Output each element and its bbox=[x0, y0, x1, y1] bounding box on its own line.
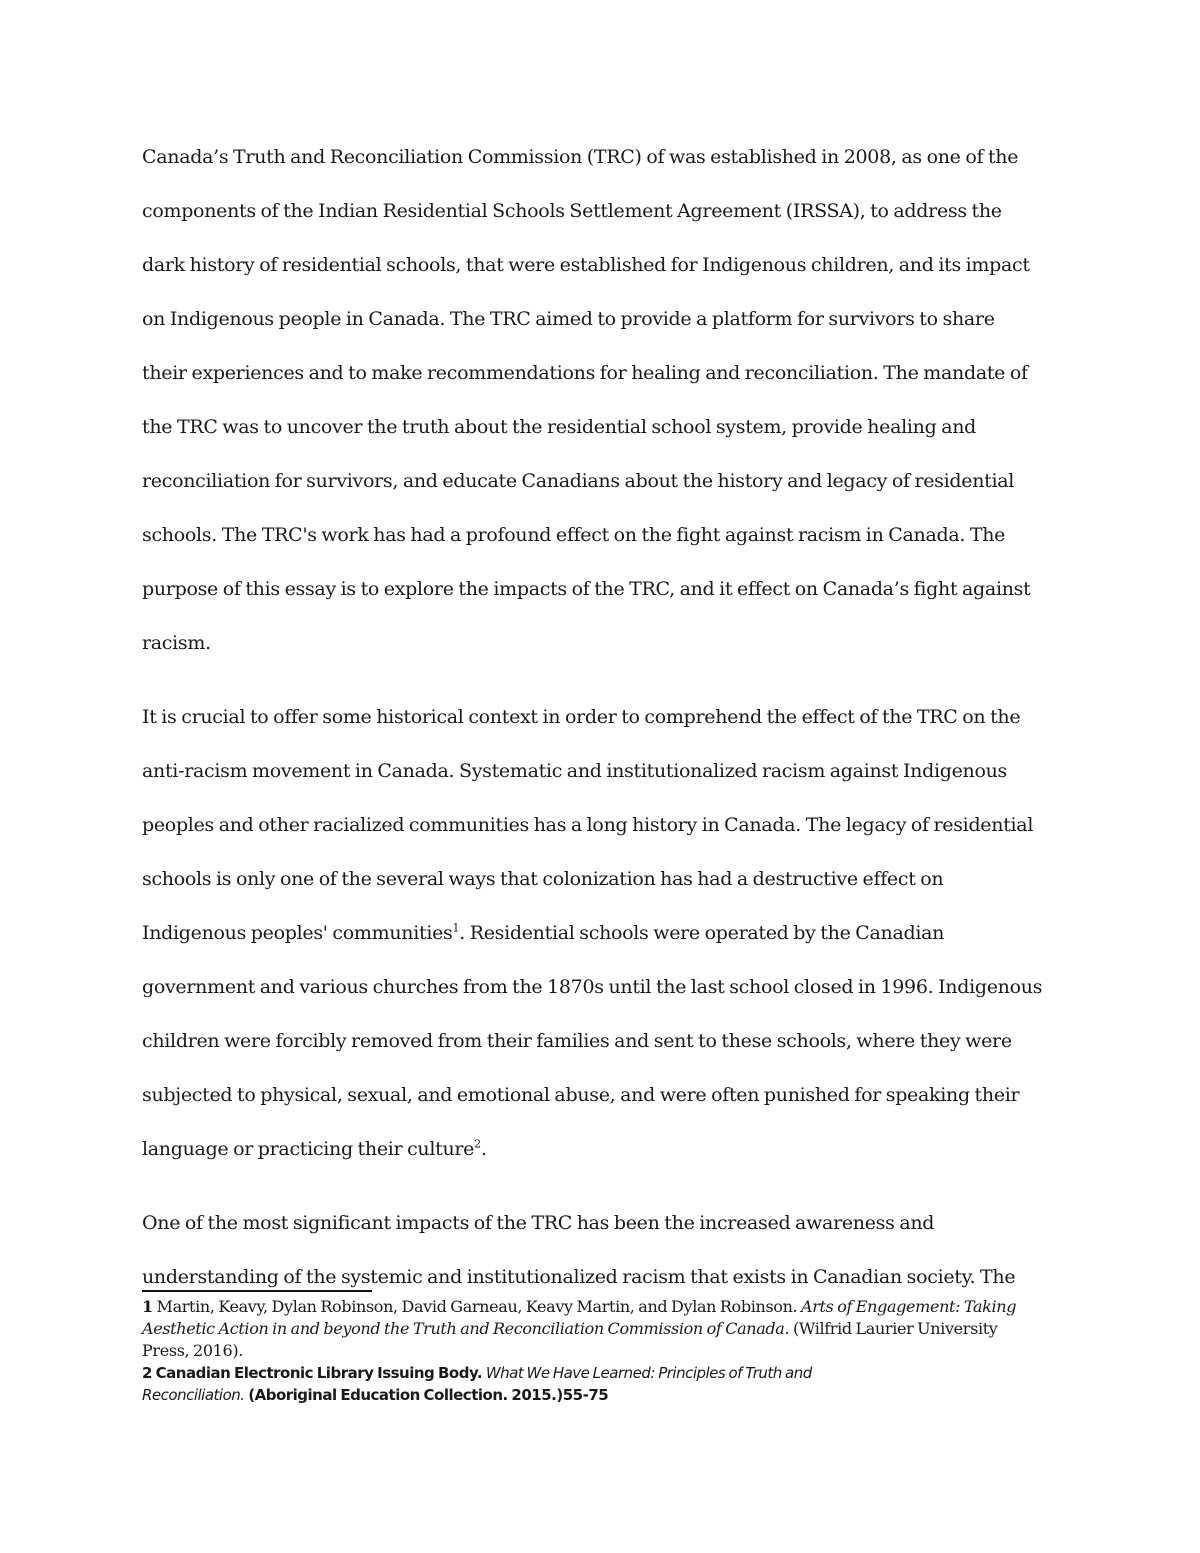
text-segment: . bbox=[480, 1138, 487, 1160]
text-line: government and various churches from the 1870s until the last school closed in 1996. Indigenous bbox=[142, 976, 1043, 998]
text-line: schools is only one of the several ways that colonization has had a destructive effect on bbox=[142, 868, 944, 890]
footnote-line: Press, 2016). bbox=[142, 1341, 243, 1360]
essay-body bbox=[142, 130, 1072, 1304]
footnote-title: What We Have Learned: Principles of Truth and bbox=[485, 1364, 812, 1382]
footnote-title: Reconciliation. bbox=[142, 1386, 245, 1404]
text-segment: . Residential schools were operated by the Canadian bbox=[459, 922, 945, 944]
footnote-line bbox=[142, 1362, 1072, 1384]
text-line: schools. The TRC's work has had a profound effect on the fight against racism in Canada. The bbox=[142, 524, 1006, 546]
footnote-ref-2[interactable]: 2 bbox=[474, 1137, 481, 1151]
text-line: Canada’s Truth and Reconciliation Commission (TRC) of was established in 2008, as one of the bbox=[142, 146, 1019, 168]
text-line bbox=[142, 1122, 1072, 1176]
text-line: children were forcibly removed from their families and sent to these schools, where they were bbox=[142, 1030, 1012, 1052]
paragraph-historical-context bbox=[142, 690, 1072, 1176]
footnote-number: 1 bbox=[142, 1297, 153, 1316]
paragraph-intro bbox=[142, 130, 1072, 670]
text-line: on Indigenous people in Canada. The TRC aimed to provide a platform for survivors to share bbox=[142, 308, 995, 330]
text-segment: language or practicing their culture bbox=[142, 1138, 475, 1160]
text-line bbox=[142, 906, 1072, 960]
footnote-number: 2 bbox=[142, 1364, 152, 1382]
text-line: dark history of residential schools, that were established for Indigenous children, and its impact bbox=[142, 254, 1030, 276]
text-line: understanding of the systemic and institutionalized racism that exists in Canadian society. The bbox=[142, 1266, 1016, 1288]
footnote-ref-1[interactable]: 1 bbox=[452, 921, 460, 935]
footnote-line bbox=[142, 1384, 1072, 1406]
text-line: subjected to physical, sexual, and emotional abuse, and were often punished for speaking their bbox=[142, 1084, 1020, 1106]
footnote-2 bbox=[142, 1362, 1072, 1406]
text-line: It is crucial to offer some historical context in order to comprehend the effect of the TRC on the bbox=[142, 706, 1021, 728]
footnote-collection: (Aboriginal Education Collection. 2015.)55-75 bbox=[244, 1386, 609, 1404]
text-line: purpose of this essay is to explore the impacts of the TRC, and it effect on Canada’s fight against bbox=[142, 578, 1031, 600]
text-line: One of the most significant impacts of the TRC has been the increased awareness and bbox=[142, 1212, 935, 1234]
footnote-authors: Martin, Keavy, Dylan Robinson, David Garneau, Keavy Martin, and Dylan Robinson. bbox=[152, 1297, 802, 1316]
footnotes bbox=[142, 1296, 1072, 1406]
text-line: the TRC was to uncover the truth about the residential school system, provide healing and bbox=[142, 416, 977, 438]
text-line: components of the Indian Residential Schools Settlement Agreement (IRSSA), to address the bbox=[142, 200, 1002, 222]
text-line: racism. bbox=[142, 632, 211, 654]
text-line: reconciliation for survivors, and educate Canadians about the history and legacy of residential bbox=[142, 470, 1015, 492]
footnote-issuer: Canadian Electronic Library Issuing Body. bbox=[151, 1364, 486, 1382]
footnote-line bbox=[142, 1318, 1072, 1340]
paragraph-impacts bbox=[142, 1196, 1072, 1304]
footnote-publisher: . (Wilfrid Laurier University bbox=[784, 1319, 998, 1338]
text-segment: Indigenous peoples' communities bbox=[142, 922, 453, 944]
text-line: peoples and other racialized communities has a long history in Canada. The legacy of residential bbox=[142, 814, 1034, 836]
footnote-1 bbox=[142, 1296, 1072, 1362]
footnote-title: Arts of Engagement: Taking bbox=[801, 1297, 1017, 1316]
text-line: their experiences and to make recommendations for healing and reconciliation. The mandate of bbox=[142, 362, 1028, 384]
footnote-line bbox=[142, 1296, 1072, 1318]
text-line: anti-racism movement in Canada. Systematic and institutionalized racism against Indigenous bbox=[142, 760, 1007, 782]
footnote-separator bbox=[142, 1290, 372, 1292]
footnote-title: Aesthetic Action in and beyond the Truth and Reconciliation Commission of Canada bbox=[142, 1319, 785, 1338]
